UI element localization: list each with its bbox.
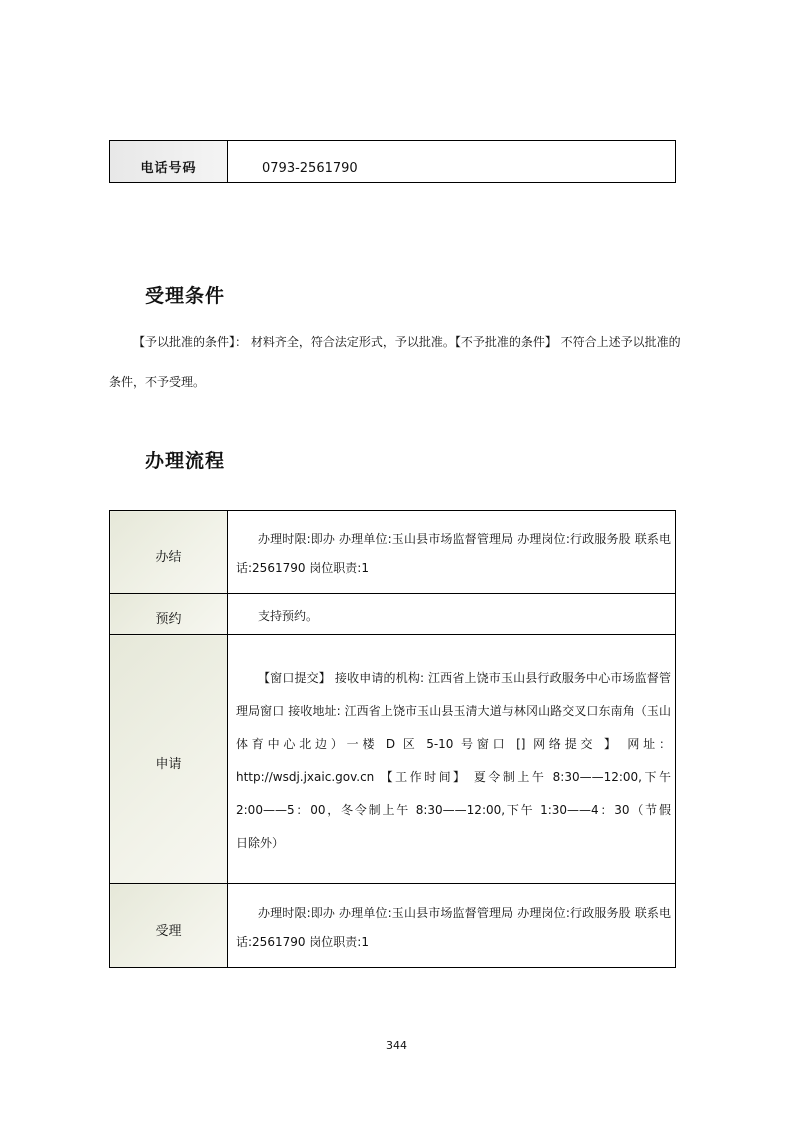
step-label-acceptance: 受理 (110, 884, 228, 968)
step-label-appointment: 预约 (110, 594, 228, 635)
table-row (110, 594, 676, 635)
step-label-application: 申请 (110, 635, 228, 884)
acceptance-line-1: 【予以批准的条件】： 材料齐全，符合法定形式，予以批准。【不予批准的条件】 不符合上述予以批准的 (133, 335, 681, 349)
step-body-line: 办理时限:即办 办理单位:玉山县市场监督管理局 办理岗位:行政服务股 联系电 (258, 532, 671, 546)
process-heading: 办理流程 (145, 450, 226, 472)
step-body-line: 体育中心北边）一楼 D 区 5-10 号窗口 [] 网络提交 】 网址： (236, 737, 671, 751)
step-body-line: 话:2561790 岗位职责:1 (236, 561, 369, 575)
step-body-completion (228, 511, 676, 594)
step-body-line: 日除外） (236, 836, 285, 850)
table-row (110, 511, 676, 594)
page-number: 344 (386, 1039, 407, 1052)
phone-label: 电话号码 (110, 141, 228, 182)
acceptance-conditions (109, 322, 699, 402)
phone-value: 0793-2561790 (262, 161, 358, 176)
step-body-line: 支持预约。 (258, 608, 319, 623)
step-body-line: 理局窗口 接收地址: 江西省上饶市玉山县玉清大道与林冈山路交叉口东南角（玉山 (236, 704, 671, 718)
table-row (110, 884, 676, 968)
step-body-line: 【窗口提交】 接收申请的机构: 江西省上饶市玉山县行政服务中心市场监督管 (258, 671, 671, 685)
acceptance-line-2: 条件，不予受理。 (109, 375, 206, 389)
step-body-line: 2:00——5：00，冬令制上午 8:30——12:00,下午 1:30——4：30（节假 (236, 803, 671, 817)
step-label-completion: 办结 (110, 511, 228, 594)
step-body-application (228, 635, 676, 884)
acceptance-heading: 受理条件 (145, 285, 226, 307)
step-body-acceptance (228, 884, 676, 968)
step-body-line: 办理时限:即办 办理单位:玉山县市场监督管理局 办理岗位:行政服务股 联系电 (258, 905, 671, 920)
process-table (109, 510, 676, 968)
phone-table (109, 140, 676, 183)
step-body-appointment (228, 594, 676, 635)
step-body-line: http://wsdj.jxaic.gov.cn 【工作时间】 夏令制上午 8:30——12:00,下午 (236, 770, 671, 784)
step-body-line: 话:2561790 岗位职责:1 (236, 934, 369, 949)
table-row (110, 635, 676, 884)
